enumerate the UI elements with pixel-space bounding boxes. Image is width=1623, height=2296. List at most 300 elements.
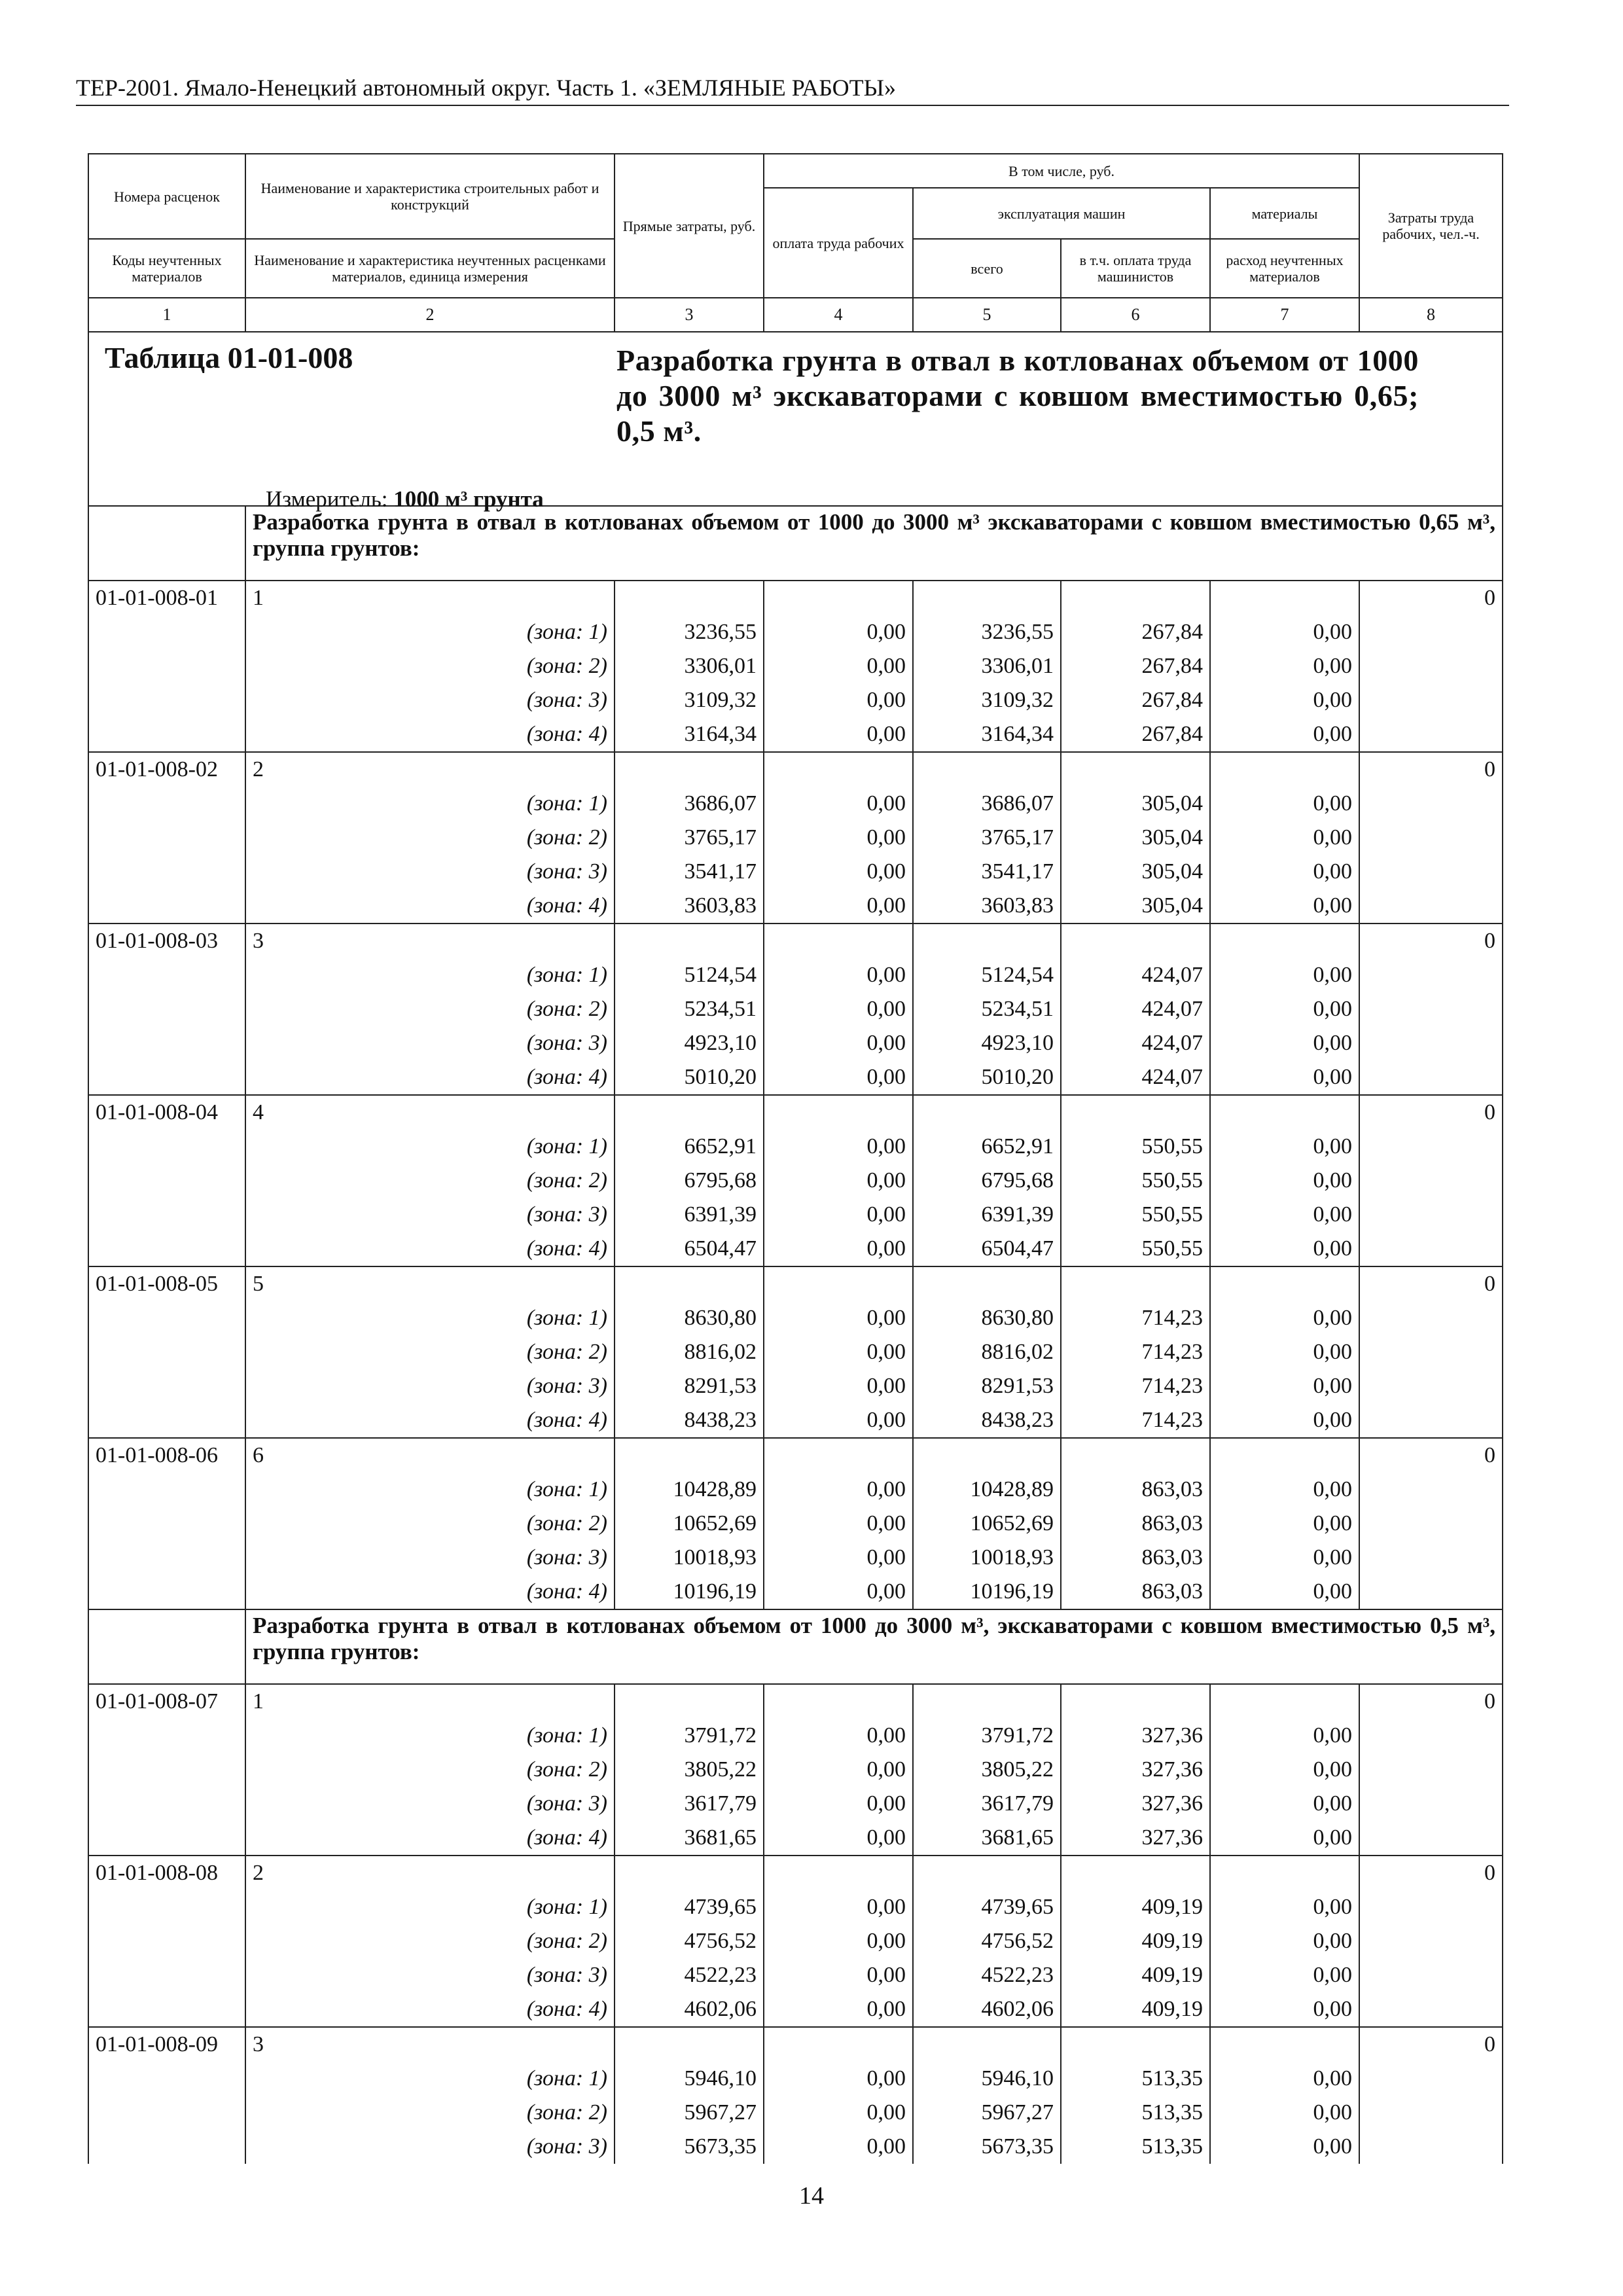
operator-pay-value: 550,55: [1061, 1130, 1210, 1164]
empty-cell: [1061, 2027, 1210, 2062]
rate-code: 01-01-008-02: [88, 752, 245, 787]
worker-pay-value: 0,00: [764, 683, 913, 717]
worker-pay-value: 0,00: [764, 1541, 913, 1575]
zone-row: [88, 1403, 1503, 1438]
machines-total-value: 6795,68: [913, 1164, 1061, 1198]
zone-label: (зона: 2): [245, 1924, 615, 1958]
table-row: [88, 581, 1503, 615]
empty-cell: [913, 2027, 1061, 2062]
operator-pay-value: 327,36: [1061, 1821, 1210, 1856]
zone-label: (зона: 2): [245, 2096, 615, 2130]
materials-value: 0,00: [1210, 1060, 1359, 1095]
page-number: 14: [799, 2182, 824, 2210]
header-col1-bottom: Коды неучтенных материалов: [88, 239, 245, 298]
header-materials: материалы: [1210, 188, 1359, 239]
zone-label: (зона: 3): [245, 683, 615, 717]
zone-label: (зона: 2): [245, 1335, 615, 1369]
worker-pay-value: 0,00: [764, 1958, 913, 1992]
rate-code: 01-01-008-07: [88, 1684, 245, 1719]
materials-value: 0,00: [1210, 1369, 1359, 1403]
group-header-row: [88, 506, 1503, 581]
operator-pay-value: 550,55: [1061, 1232, 1210, 1266]
rate-code: 01-01-008-09: [88, 2027, 245, 2062]
worker-pay-value: 0,00: [764, 1719, 913, 1753]
direct-cost-value: 3791,72: [615, 1719, 764, 1753]
empty-cell: [88, 1753, 245, 1787]
operator-pay-value: 409,19: [1061, 1890, 1210, 1924]
worker-pay-value: 0,00: [764, 1507, 913, 1541]
zone-label: (зона: 1): [245, 1301, 615, 1335]
materials-value: 0,00: [1210, 2062, 1359, 2096]
table-row: [88, 752, 1503, 787]
empty-cell: [1359, 1130, 1503, 1164]
direct-cost-value: 8630,80: [615, 1301, 764, 1335]
soil-group: 2: [245, 752, 615, 787]
empty-cell: [88, 683, 245, 717]
materials-value: 0,00: [1210, 717, 1359, 752]
column-number: 6: [1061, 298, 1210, 332]
header-worker-pay: оплата труда рабочих: [764, 188, 913, 298]
empty-cell: [88, 1232, 245, 1266]
empty-cell: [913, 752, 1061, 787]
worker-pay-value: 0,00: [764, 958, 913, 992]
empty-cell: [1061, 1684, 1210, 1719]
empty-cell: [88, 1335, 245, 1369]
empty-cell: [1359, 1060, 1503, 1095]
materials-value: 0,00: [1210, 1890, 1359, 1924]
materials-value: 0,00: [1210, 992, 1359, 1026]
materials-value: 0,00: [1210, 1232, 1359, 1266]
materials-value: 0,00: [1210, 1719, 1359, 1753]
zone-label: (зона: 3): [245, 1369, 615, 1403]
machines-total-value: 3791,72: [913, 1719, 1061, 1753]
direct-cost-value: 5124,54: [615, 958, 764, 992]
empty-cell: [764, 1684, 913, 1719]
worker-pay-value: 0,00: [764, 1821, 913, 1856]
zone-label: (зона: 1): [245, 1719, 615, 1753]
zone-label: (зона: 1): [245, 1890, 615, 1924]
zone-row: [88, 1992, 1503, 2027]
materials-value: 0,00: [1210, 821, 1359, 855]
zone-row: [88, 1232, 1503, 1266]
empty-cell: [913, 1266, 1061, 1301]
direct-cost-value: 4756,52: [615, 1924, 764, 1958]
zone-label: (зона: 3): [245, 1787, 615, 1821]
empty-cell: [764, 581, 913, 615]
empty-cell: [1210, 1438, 1359, 1473]
empty-cell: [1359, 1575, 1503, 1609]
empty-cell: [1359, 1821, 1503, 1856]
empty-cell: [88, 1719, 245, 1753]
empty-cell: [1359, 1473, 1503, 1507]
zone-row: [88, 683, 1503, 717]
header-including: В том числе, руб.: [764, 154, 1359, 188]
materials-value: 0,00: [1210, 889, 1359, 924]
table-row: [88, 1095, 1503, 1130]
zone-label: (зона: 1): [245, 1473, 615, 1507]
direct-cost-value: 3686,07: [615, 787, 764, 821]
empty-cell: [88, 1198, 245, 1232]
column-number: 8: [1359, 298, 1503, 332]
machines-total-value: 10428,89: [913, 1473, 1061, 1507]
measure-unit-prefix: Измеритель:: [266, 486, 394, 512]
column-numbers-row: [88, 298, 1503, 332]
direct-cost-value: 5946,10: [615, 2062, 764, 2096]
measure-unit: [266, 487, 544, 512]
labor-value: 0: [1359, 1095, 1503, 1130]
soil-group: 6: [245, 1438, 615, 1473]
empty-cell: [1359, 787, 1503, 821]
empty-cell: [1061, 924, 1210, 958]
zone-label: (зона: 1): [245, 1130, 615, 1164]
empty-cell: [764, 1266, 913, 1301]
worker-pay-value: 0,00: [764, 821, 913, 855]
direct-cost-value: 3164,34: [615, 717, 764, 752]
table-row: [88, 1266, 1503, 1301]
zone-row: [88, 1369, 1503, 1403]
machines-total-value: 5946,10: [913, 2062, 1061, 2096]
zone-label: (зона: 2): [245, 649, 615, 683]
empty-cell: [88, 2096, 245, 2130]
zone-row: [88, 1753, 1503, 1787]
empty-cell: [1359, 1541, 1503, 1575]
direct-cost-value: 3541,17: [615, 855, 764, 889]
empty-cell: [615, 752, 764, 787]
empty-cell: [88, 2130, 245, 2164]
empty-cell: [1359, 1992, 1503, 2027]
operator-pay-value: 424,07: [1061, 1060, 1210, 1095]
table-row: [88, 1684, 1503, 1719]
materials-value: 0,00: [1210, 855, 1359, 889]
zone-label: (зона: 1): [245, 787, 615, 821]
zone-label: (зона: 4): [245, 1403, 615, 1438]
empty-cell: [764, 924, 913, 958]
worker-pay-value: 0,00: [764, 992, 913, 1026]
direct-cost-value: 5010,20: [615, 1060, 764, 1095]
worker-pay-value: 0,00: [764, 855, 913, 889]
machines-total-value: 10652,69: [913, 1507, 1061, 1541]
empty-cell: [88, 649, 245, 683]
empty-cell: [88, 821, 245, 855]
operator-pay-value: 305,04: [1061, 855, 1210, 889]
empty-cell: [764, 752, 913, 787]
empty-cell: [1359, 1232, 1503, 1266]
empty-cell: [1210, 581, 1359, 615]
direct-cost-value: 8438,23: [615, 1403, 764, 1438]
materials-value: 0,00: [1210, 649, 1359, 683]
empty-cell: [88, 1890, 245, 1924]
rate-code: 01-01-008-04: [88, 1095, 245, 1130]
operator-pay-value: 424,07: [1061, 958, 1210, 992]
group-title: Разработка грунта в отвал в котлованах объемом от 1000 до 3000 м³, экскаваторами с ковшом вместимостью 0,5 м³, группа грунтов:: [245, 1609, 1503, 1684]
machines-total-value: 3603,83: [913, 889, 1061, 924]
empty-cell: [1359, 958, 1503, 992]
operator-pay-value: 305,04: [1061, 787, 1210, 821]
zone-row: [88, 717, 1503, 752]
soil-group: 1: [245, 581, 615, 615]
header-machines: эксплуатация машин: [913, 188, 1210, 239]
materials-value: 0,00: [1210, 1821, 1359, 1856]
zone-label: (зона: 3): [245, 1958, 615, 1992]
direct-cost-value: 10428,89: [615, 1473, 764, 1507]
operator-pay-value: 513,35: [1061, 2130, 1210, 2164]
empty-cell: [1359, 683, 1503, 717]
worker-pay-value: 0,00: [764, 615, 913, 649]
machines-total-value: 3686,07: [913, 787, 1061, 821]
zone-row: [88, 1821, 1503, 1856]
labor-value: 0: [1359, 2027, 1503, 2062]
zone-row: [88, 1958, 1503, 1992]
empty-cell: [1061, 1095, 1210, 1130]
operator-pay-value: 267,84: [1061, 717, 1210, 752]
worker-pay-value: 0,00: [764, 1164, 913, 1198]
operator-pay-value: 267,84: [1061, 649, 1210, 683]
operator-pay-value: 267,84: [1061, 683, 1210, 717]
empty-cell: [615, 1438, 764, 1473]
empty-cell: [615, 1266, 764, 1301]
worker-pay-value: 0,00: [764, 1992, 913, 2027]
empty-cell: [615, 2027, 764, 2062]
zone-row: [88, 1507, 1503, 1541]
zone-label: (зона: 4): [245, 1992, 615, 2027]
operator-pay-value: 513,35: [1061, 2062, 1210, 2096]
materials-value: 0,00: [1210, 1992, 1359, 2027]
machines-total-value: 5967,27: [913, 2096, 1061, 2130]
zone-row: [88, 787, 1503, 821]
table-row: [88, 1438, 1503, 1473]
machines-total-value: 4602,06: [913, 1992, 1061, 2027]
machines-total-value: 10196,19: [913, 1575, 1061, 1609]
materials-value: 0,00: [1210, 615, 1359, 649]
empty-cell: [913, 1684, 1061, 1719]
zone-label: (зона: 1): [245, 615, 615, 649]
empty-cell: [88, 717, 245, 752]
worker-pay-value: 0,00: [764, 1473, 913, 1507]
zone-label: (зона: 2): [245, 821, 615, 855]
worker-pay-value: 0,00: [764, 1026, 913, 1060]
machines-total-value: 3306,01: [913, 649, 1061, 683]
empty-cell: [1359, 821, 1503, 855]
operator-pay-value: 863,03: [1061, 1473, 1210, 1507]
worker-pay-value: 0,00: [764, 2062, 913, 2096]
empty-cell: [913, 924, 1061, 958]
zone-row: [88, 992, 1503, 1026]
worker-pay-value: 0,00: [764, 1753, 913, 1787]
empty-cell: [88, 1369, 245, 1403]
zone-row: [88, 615, 1503, 649]
empty-cell: [1359, 2130, 1503, 2164]
worker-pay-value: 0,00: [764, 717, 913, 752]
rate-code: 01-01-008-03: [88, 924, 245, 958]
machines-total-value: 8438,23: [913, 1403, 1061, 1438]
direct-cost-value: 8291,53: [615, 1369, 764, 1403]
empty-cell: [1359, 1164, 1503, 1198]
operator-pay-value: 327,36: [1061, 1719, 1210, 1753]
zone-row: [88, 855, 1503, 889]
zone-row: [88, 1719, 1503, 1753]
worker-pay-value: 0,00: [764, 1924, 913, 1958]
zone-row: [88, 1541, 1503, 1575]
page-header: ТЕР-2001. Ямало-Ненецкий автономный округ. Часть 1. «ЗЕМЛЯНЫЕ РАБОТЫ»: [76, 75, 897, 101]
empty-cell: [1210, 2027, 1359, 2062]
empty-cell: [1359, 1026, 1503, 1060]
empty-cell: [1359, 1335, 1503, 1369]
empty-cell: [88, 1403, 245, 1438]
worker-pay-value: 0,00: [764, 787, 913, 821]
machines-total-value: 4522,23: [913, 1958, 1061, 1992]
labor-value: 0: [1359, 1266, 1503, 1301]
machines-total-value: 5124,54: [913, 958, 1061, 992]
empty-cell: [88, 1958, 245, 1992]
zone-row: [88, 2096, 1503, 2130]
direct-cost-value: 4923,10: [615, 1026, 764, 1060]
group-spacer: [88, 1609, 245, 1684]
operator-pay-value: 424,07: [1061, 1026, 1210, 1060]
group-header-row: [88, 1609, 1503, 1684]
empty-cell: [1359, 1198, 1503, 1232]
empty-cell: [88, 1787, 245, 1821]
operator-pay-value: 714,23: [1061, 1403, 1210, 1438]
empty-cell: [913, 1856, 1061, 1890]
column-number: 2: [245, 298, 615, 332]
direct-cost-value: 4522,23: [615, 1958, 764, 1992]
materials-value: 0,00: [1210, 1335, 1359, 1369]
worker-pay-value: 0,00: [764, 1232, 913, 1266]
materials-value: 0,00: [1210, 1541, 1359, 1575]
operator-pay-value: 513,35: [1061, 2096, 1210, 2130]
zone-row: [88, 1026, 1503, 1060]
worker-pay-value: 0,00: [764, 1301, 913, 1335]
materials-value: 0,00: [1210, 683, 1359, 717]
direct-cost-value: 3765,17: [615, 821, 764, 855]
machines-total-value: 6652,91: [913, 1130, 1061, 1164]
worker-pay-value: 0,00: [764, 1369, 913, 1403]
empty-cell: [1061, 752, 1210, 787]
column-number: 4: [764, 298, 913, 332]
table-row: [88, 2027, 1503, 2062]
direct-cost-value: 10652,69: [615, 1507, 764, 1541]
rate-code: 01-01-008-01: [88, 581, 245, 615]
empty-cell: [1359, 2062, 1503, 2096]
header-rule: [76, 105, 1509, 106]
machines-total-value: 5010,20: [913, 1060, 1061, 1095]
direct-cost-value: 3306,01: [615, 649, 764, 683]
empty-cell: [1359, 992, 1503, 1026]
zone-label: (зона: 4): [245, 1232, 615, 1266]
empty-cell: [1359, 1369, 1503, 1403]
machines-total-value: 8291,53: [913, 1369, 1061, 1403]
zone-row: [88, 2062, 1503, 2096]
zone-label: (зона: 2): [245, 1164, 615, 1198]
empty-cell: [1061, 1266, 1210, 1301]
header-col1-top: Номера расценок: [88, 154, 245, 239]
empty-cell: [1359, 1924, 1503, 1958]
worker-pay-value: 0,00: [764, 1130, 913, 1164]
header-materials-unaccounted: расход неучтенных материалов: [1210, 239, 1359, 298]
table-number: Таблица 01-01-008: [105, 341, 353, 374]
worker-pay-value: 0,00: [764, 2130, 913, 2164]
zone-row: [88, 1060, 1503, 1095]
worker-pay-value: 0,00: [764, 649, 913, 683]
empty-cell: [913, 1095, 1061, 1130]
empty-cell: [88, 1507, 245, 1541]
zone-row: [88, 1198, 1503, 1232]
operator-pay-value: 409,19: [1061, 1958, 1210, 1992]
empty-cell: [1359, 1507, 1503, 1541]
direct-cost-value: 6504,47: [615, 1232, 764, 1266]
zone-row: [88, 1924, 1503, 1958]
empty-cell: [1210, 1095, 1359, 1130]
labor-value: 0: [1359, 1856, 1503, 1890]
machines-total-value: 3109,32: [913, 683, 1061, 717]
zone-label: (зона: 4): [245, 889, 615, 924]
column-number: 3: [615, 298, 764, 332]
empty-cell: [88, 958, 245, 992]
empty-cell: [1359, 717, 1503, 752]
operator-pay-value: 863,03: [1061, 1575, 1210, 1609]
materials-value: 0,00: [1210, 1198, 1359, 1232]
labor-value: 0: [1359, 752, 1503, 787]
direct-cost-value: 6652,91: [615, 1130, 764, 1164]
empty-cell: [88, 1060, 245, 1095]
materials-value: 0,00: [1210, 2130, 1359, 2164]
empty-cell: [1359, 1753, 1503, 1787]
table-caption: Разработка грунта в отвал в котлованах объемом от 1000 до 3000 м³ экскаваторами с ковшом вместимостью 0,65; 0,5 м³.: [616, 344, 1419, 448]
machines-total-value: 6391,39: [913, 1198, 1061, 1232]
empty-cell: [88, 1164, 245, 1198]
operator-pay-value: 305,04: [1061, 821, 1210, 855]
operator-pay-value: 550,55: [1061, 1164, 1210, 1198]
zone-label: (зона: 1): [245, 2062, 615, 2096]
labor-value: 0: [1359, 581, 1503, 615]
machines-total-value: 8630,80: [913, 1301, 1061, 1335]
direct-cost-value: 6795,68: [615, 1164, 764, 1198]
operator-pay-value: 863,03: [1061, 1541, 1210, 1575]
worker-pay-value: 0,00: [764, 2096, 913, 2130]
operator-pay-value: 550,55: [1061, 1198, 1210, 1232]
table-row: [88, 924, 1503, 958]
zone-row: [88, 889, 1503, 924]
empty-cell: [88, 1473, 245, 1507]
machines-total-value: 5234,51: [913, 992, 1061, 1026]
empty-cell: [615, 1856, 764, 1890]
worker-pay-value: 0,00: [764, 1787, 913, 1821]
zone-label: (зона: 4): [245, 1060, 615, 1095]
rates-table: [88, 153, 1503, 2164]
direct-cost-value: 10196,19: [615, 1575, 764, 1609]
title-row: [88, 332, 1503, 506]
empty-cell: [88, 855, 245, 889]
column-number: 1: [88, 298, 245, 332]
empty-cell: [1359, 1301, 1503, 1335]
materials-value: 0,00: [1210, 958, 1359, 992]
header-direct-costs: Прямые затраты, руб.: [615, 154, 764, 298]
materials-value: 0,00: [1210, 1403, 1359, 1438]
machines-total-value: 3765,17: [913, 821, 1061, 855]
soil-group: 5: [245, 1266, 615, 1301]
empty-cell: [1359, 1719, 1503, 1753]
empty-cell: [615, 1684, 764, 1719]
zone-row: [88, 958, 1503, 992]
table-body: [88, 332, 1503, 2164]
zone-label: (зона: 3): [245, 1198, 615, 1232]
header-col2-top: Наименование и характеристика строительных работ и конструкций: [245, 154, 615, 239]
column-number: 7: [1210, 298, 1359, 332]
empty-cell: [1210, 1266, 1359, 1301]
materials-value: 0,00: [1210, 1164, 1359, 1198]
zone-label: (зона: 4): [245, 717, 615, 752]
materials-value: 0,00: [1210, 787, 1359, 821]
